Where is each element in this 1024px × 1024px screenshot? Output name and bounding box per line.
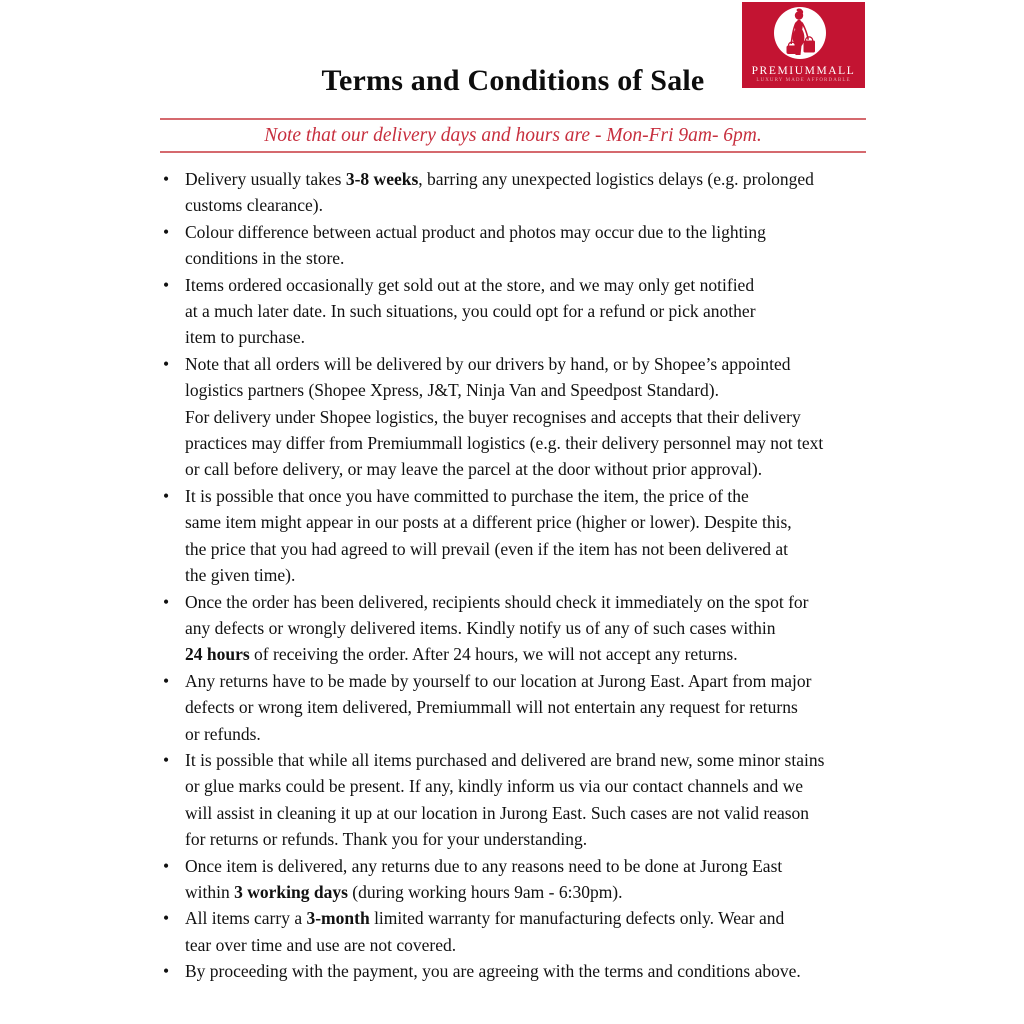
terms-line: Any returns have to be made by yourself to our location at Jurong East. Apart from major [185, 670, 812, 691]
bullet-icon: • [163, 274, 170, 295]
delivery-note-banner [160, 118, 866, 153]
terms-item-text [185, 483, 866, 589]
terms-item-text [185, 589, 866, 668]
terms-list-item [160, 905, 866, 958]
terms-list [160, 166, 866, 985]
bullet-icon: • [163, 221, 170, 242]
terms-item-text [185, 272, 866, 351]
terms-list-item [160, 351, 866, 483]
terms-line: within 3 working days (during working hours 9am - 6:30pm). [185, 881, 623, 902]
logo-tagline: LUXURY MADE AFFORDABLE [756, 78, 851, 83]
bullet-icon: • [163, 961, 170, 982]
terms-line: any defects or wrongly delivered items. Kindly notify us of any of such cases within [185, 617, 776, 638]
bullet-icon: • [163, 749, 170, 770]
terms-line: for returns or refunds. Thank you for your understanding. [185, 829, 588, 850]
document-body [160, 0, 866, 985]
terms-item-text [185, 747, 866, 853]
terms-line: All items carry a 3-month limited warranty for manufacturing defects only. Wear and [185, 908, 785, 929]
bullet-icon: • [163, 908, 170, 929]
terms-list-item [160, 219, 866, 272]
terms-line: By proceeding with the payment, you are agreeing with the terms and conditions above. [185, 961, 801, 982]
terms-line: or glue marks could be present. If any, kindly inform us via our contact channels and we [185, 776, 803, 797]
terms-line: Colour difference between actual product and photos may occur due to the lighting [185, 221, 766, 242]
terms-item-text [185, 958, 866, 984]
terms-line: Once item is delivered, any returns due to any reasons need to be done at Jurong East [185, 855, 783, 876]
bullet-icon: • [163, 591, 170, 612]
terms-line: tear over time and use are not covered. [185, 934, 457, 955]
terms-line: or refunds. [185, 723, 261, 744]
bullet-icon: • [163, 485, 170, 506]
bullet-icon: • [163, 855, 170, 876]
terms-item-text [185, 668, 866, 747]
terms-line: Items ordered occasionally get sold out at the store, and we may only get notified [185, 274, 755, 295]
terms-line: will assist in cleaning it up at our location in Jurong East. Such cases are not valid reason [185, 802, 810, 823]
terms-line: Once the order has been delivered, recipients should check it immediately on the spot for [185, 591, 809, 612]
terms-line: customs clearance). [185, 195, 323, 216]
delivery-note-text: Note that our delivery days and hours are - Mon-Fri 9am- 6pm. [264, 125, 762, 146]
page-title: Terms and Conditions of Sale [321, 64, 705, 97]
terms-line: For delivery under Shopee logistics, the buyer recognises and accepts that their delivery [185, 406, 801, 427]
terms-item-text [185, 905, 866, 958]
terms-list-item [160, 272, 866, 351]
terms-list-item [160, 747, 866, 853]
terms-item-text [185, 166, 866, 219]
terms-list-item [160, 483, 866, 589]
terms-line: conditions in the store. [185, 248, 345, 269]
terms-item-text [185, 853, 866, 906]
terms-list-item [160, 589, 866, 668]
terms-line: or call before delivery, or may leave the parcel at the door without prior approval). [185, 459, 763, 480]
terms-line: logistics partners (Shopee Xpress, J&T, Ninja Van and Speedpost Standard). [185, 380, 719, 401]
bullet-icon: • [163, 169, 170, 189]
terms-line: defects or wrong item delivered, Premiummall will not entertain any request for returns [185, 697, 798, 718]
bullet-icon: • [163, 353, 170, 374]
terms-line: 24 hours of receiving the order. After 24 hours, we will not accept any returns. [185, 644, 738, 665]
terms-list-item [160, 958, 866, 984]
terms-list-item [160, 668, 866, 747]
logo-wordmark: PREMIUMMALL [751, 65, 856, 77]
terms-list-item [160, 853, 866, 906]
terms-line: the given time). [185, 565, 296, 586]
bullet-icon: • [163, 670, 170, 691]
terms-line: It is possible that once you have committed to purchase the item, the price of the [185, 485, 749, 506]
terms-line: at a much later date. In such situations, you could opt for a refund or pick another [185, 301, 756, 322]
terms-list-item [160, 166, 866, 219]
terms-line: item to purchase. [185, 327, 306, 348]
terms-line: It is possible that while all items purchased and delivered are brand new, some minor stains [185, 749, 825, 770]
terms-line: Note that all orders will be delivered by our drivers by hand, or by Shopee’s appointed [185, 353, 791, 374]
terms-line: the price that you had agreed to will prevail (even if the item has not been delivered at [185, 538, 789, 559]
terms-line: Delivery usually takes 3-8 weeks, barring any unexpected logistics delays (e.g. prolonged [185, 169, 814, 189]
terms-item-text [185, 219, 866, 272]
terms-line: practices may differ from Premiummall logistics (e.g. their delivery personnel may not text [185, 433, 824, 454]
terms-item-text [185, 351, 866, 483]
terms-line: same item might appear in our posts at a different price (higher or lower). Despite this, [185, 512, 792, 533]
